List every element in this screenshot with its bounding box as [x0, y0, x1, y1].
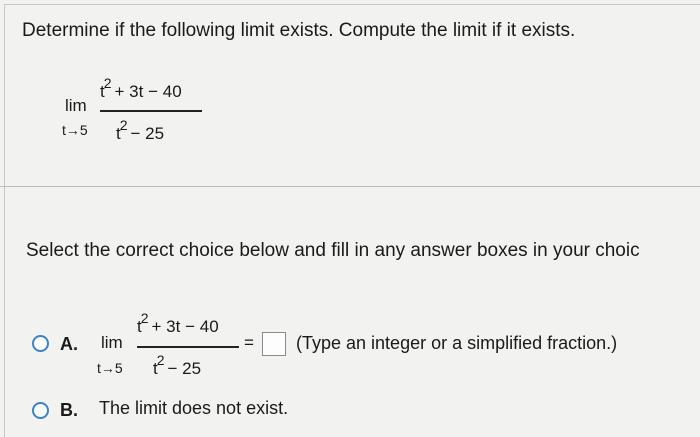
- choice-a-answer-box[interactable]: [262, 332, 286, 356]
- question-text: Determine if the following limit exists. Compute the limit if it exists.: [22, 20, 576, 41]
- choice-a-fraction-bar: [137, 346, 239, 348]
- lim-label: lim: [65, 96, 87, 115]
- choice-a-letter: A.: [60, 334, 78, 354]
- choice-a-denominator: $t^2 - 25$: [153, 352, 202, 378]
- choice-a-radio[interactable]: [32, 335, 49, 352]
- fraction-bar: [100, 110, 202, 112]
- choice-a-hint: (Type an integer or a simplified fraction.): [296, 333, 618, 353]
- section-divider: [0, 186, 700, 187]
- fraction-numerator: $t^2 + 3t - 40$: [100, 75, 182, 101]
- choice-a-numerator: $t^2 + 3t - 40$: [137, 310, 219, 336]
- choice-b-text: The limit does not exist.: [99, 398, 289, 418]
- choice-b-radio[interactable]: [32, 402, 49, 419]
- choice-b-letter: B.: [60, 400, 78, 420]
- choice-a-lim-approach: t→5: [97, 360, 123, 376]
- choice-a-equals: =: [244, 333, 254, 352]
- lim-approach: t→5: [62, 122, 88, 138]
- instruction-text: Select the correct choice below and fill in any answer boxes in your choic: [26, 240, 640, 261]
- choice-a-lim-label: lim: [101, 333, 123, 352]
- fraction-denominator: $t^2 - 25$: [116, 117, 165, 143]
